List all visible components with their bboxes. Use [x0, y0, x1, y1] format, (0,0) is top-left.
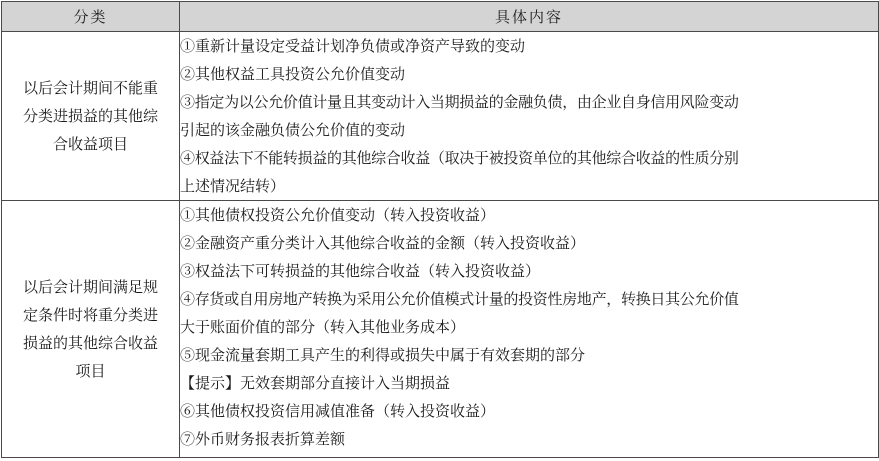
header-row: [2, 2, 879, 32]
content-line: ③指定为以公允价值计量且其变动计入当期损益的金融负债，由企业自身信用风险变动: [180, 93, 739, 111]
content-line: ②金融资产重分类计入其他综合收益的金额（转入投资收益）: [180, 234, 586, 252]
category-cell: [2, 201, 180, 458]
category-line: 以后会计期间不能重: [22, 79, 158, 97]
header-content: 具体内容: [180, 2, 879, 32]
oci-classification-table: [1, 1, 879, 458]
content-line: ④权益法下不能转损益的其他综合收益（取决于被投资单位的其他综合收益的性质分别: [180, 149, 739, 167]
content-line: ④存货或自用房地产转换为采用公允价值模式计量的投资性房地产，转换日其公允价值: [180, 290, 739, 308]
category-cell: [2, 32, 180, 201]
header-category: 分类: [2, 2, 180, 32]
oci-table-container: [1, 1, 879, 458]
content-line: ②其他权益工具投资公允价值变动: [180, 65, 406, 83]
content-line: 引起的该金融负债公允价值的变动: [180, 121, 406, 139]
content-cell: [180, 32, 879, 201]
content-line: ⑤现金流量套期工具产生的利得或损失中属于有效套期的部分: [180, 346, 586, 364]
content-line: ③权益法下可转损益的其他综合收益（转入投资收益）: [180, 262, 541, 280]
content-line: ⑥其他债权投资信用减值准备（转入投资收益）: [180, 402, 496, 420]
table-row: [2, 32, 879, 201]
table-row: [2, 201, 879, 458]
category-line: 损益的其他综合收益: [22, 334, 158, 352]
content-line: 【提示】无效套期部分直接计入当期损益: [180, 374, 451, 392]
content-line: 大于账面价值的部分（转入其他业务成本）: [180, 318, 466, 336]
content-line: ⑦外币财务报表折算差额: [180, 430, 346, 448]
category-line: 定条件时将重分类进: [22, 306, 158, 324]
category-line: 以后会计期间满足规: [22, 278, 158, 296]
category-line: 分类进损益的其他综: [22, 107, 158, 125]
content-cell: [180, 201, 879, 458]
content-line: ①重新计量设定受益计划净负债或净资产导致的变动: [180, 37, 526, 55]
content-line: ①其他债权投资公允价值变动（转入投资收益）: [180, 206, 496, 224]
category-line: 项目: [75, 362, 106, 380]
category-line: 合收益项目: [52, 135, 128, 153]
content-line: 上述情况结转）: [180, 177, 286, 195]
